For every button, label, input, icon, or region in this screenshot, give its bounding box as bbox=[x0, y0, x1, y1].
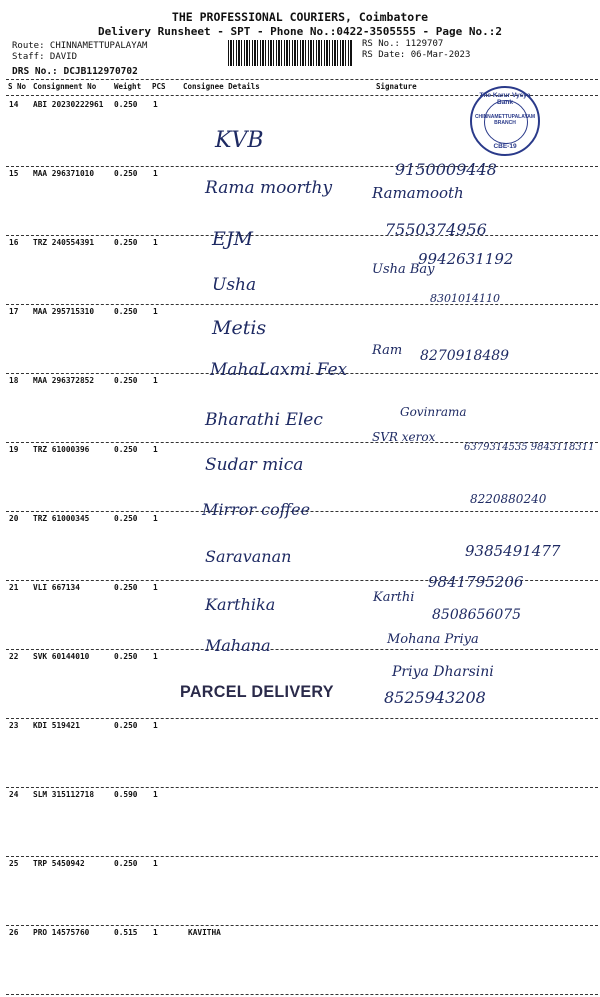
handwritten-signature: Priya Dharsini bbox=[392, 664, 494, 680]
row-divider bbox=[6, 787, 598, 788]
row-consignment-no: MAA 296371010 bbox=[33, 169, 95, 178]
handwritten-signature: Ramamooth bbox=[372, 184, 464, 202]
row-divider bbox=[6, 925, 598, 926]
handwritten-consignee-name: Usha bbox=[212, 275, 257, 295]
rs-date: RS Date: 06-Mar-2023 bbox=[362, 50, 471, 60]
handwritten-consignee-name: EJM bbox=[212, 228, 253, 250]
parcel-delivery-stamp: PARCEL DELIVERY bbox=[180, 682, 334, 701]
table-row bbox=[0, 790, 600, 859]
row-sno: 20 bbox=[9, 514, 19, 523]
row-sno: 25 bbox=[9, 859, 19, 868]
row-divider bbox=[6, 649, 598, 650]
row-weight: 0.250 bbox=[114, 721, 138, 730]
row-divider bbox=[6, 994, 598, 995]
row-consignment-no: KDI 519421 bbox=[33, 721, 80, 730]
row-consignment-no: MAA 295715310 bbox=[33, 307, 95, 316]
row-sno: 24 bbox=[9, 790, 19, 799]
row-sno: 16 bbox=[9, 238, 19, 247]
row-pcs: 1 bbox=[153, 790, 158, 799]
seal-branch: CHINNAMETTUPALAYAM BRANCH bbox=[474, 114, 536, 126]
row-divider bbox=[6, 304, 598, 305]
table-row bbox=[0, 928, 600, 997]
row-pcs: 1 bbox=[153, 307, 158, 316]
handwritten-phone-number: 8220880240 bbox=[470, 492, 547, 506]
row-sno: 23 bbox=[9, 721, 19, 730]
handwritten-phone-number: 7550374956 bbox=[385, 220, 487, 239]
seal-code: CBE-19 bbox=[493, 143, 517, 150]
table-row bbox=[0, 859, 600, 928]
handwritten-phone-number: 9150009448 bbox=[395, 160, 497, 179]
handwritten-consignee-name: Mirror coffee bbox=[202, 500, 311, 519]
row-pcs: 1 bbox=[153, 652, 158, 661]
row-sno: 19 bbox=[9, 445, 19, 454]
row-consignment-no: TRP 5450942 bbox=[33, 859, 85, 868]
staff-text: Staff: DAVID bbox=[12, 52, 78, 62]
row-pcs: 1 bbox=[153, 583, 158, 592]
header-right-info bbox=[362, 39, 470, 61]
header-left-info bbox=[12, 41, 147, 77]
handwritten-signature: Karthi bbox=[373, 590, 415, 605]
handwritten-consignee-name: Karthika bbox=[205, 595, 276, 614]
drs-number: DRS No.: DCJB112970702 bbox=[12, 66, 138, 77]
row-sno: 22 bbox=[9, 652, 19, 661]
route-text: Route: CHINNAMETTUPALAYAM bbox=[12, 41, 148, 51]
row-sno: 26 bbox=[9, 928, 19, 937]
row-weight: 0.250 bbox=[114, 514, 138, 523]
row-pcs: 1 bbox=[153, 376, 158, 385]
table-row bbox=[0, 238, 600, 307]
row-weight: 0.250 bbox=[114, 652, 138, 661]
row-sno: 14 bbox=[9, 100, 19, 109]
handwritten-phone-number: 6379314535 9843118311 bbox=[464, 442, 595, 453]
table-row bbox=[0, 721, 600, 790]
handwritten-signature: Ram bbox=[372, 343, 403, 358]
handwritten-consignee-name: KVB bbox=[215, 128, 264, 153]
row-weight: 0.250 bbox=[114, 307, 138, 316]
row-divider bbox=[6, 718, 598, 719]
document-subtitle: Delivery Runsheet - SPT - Phone No.:0422-3505555 - Page No.:2 bbox=[98, 25, 502, 38]
col-consignee: Consignee Details bbox=[183, 82, 260, 91]
row-weight: 0.250 bbox=[114, 859, 138, 868]
row-sno: 17 bbox=[9, 307, 19, 316]
handwritten-consignee-name: Metis bbox=[212, 317, 267, 339]
handwritten-signature: Govinrama bbox=[400, 405, 467, 419]
row-weight: 0.590 bbox=[114, 790, 138, 799]
row-divider bbox=[6, 166, 598, 167]
handwritten-signature: SVR xerox bbox=[372, 430, 436, 444]
barcode bbox=[228, 40, 352, 66]
row-sno: 21 bbox=[9, 583, 19, 592]
col-signature: Signature bbox=[376, 82, 417, 91]
row-consignment-no: TRZ 61000345 bbox=[33, 514, 90, 523]
row-consignment-no: PRO 14575760 bbox=[33, 928, 90, 937]
handwritten-consignee-name: Sudar mica bbox=[205, 455, 304, 475]
row-weight: 0.515 bbox=[114, 928, 138, 937]
row-pcs: 1 bbox=[153, 169, 158, 178]
row-weight: 0.250 bbox=[114, 583, 138, 592]
row-weight: 0.250 bbox=[114, 376, 138, 385]
handwritten-consignee-name: Rama moorthy bbox=[205, 178, 333, 198]
row-pcs: 1 bbox=[153, 514, 158, 523]
handwritten-signature: Mohana Priya bbox=[387, 632, 479, 647]
handwritten-consignee-name: Mahana bbox=[205, 636, 271, 655]
row-weight: 0.250 bbox=[114, 238, 138, 247]
row-consignment-no: TRZ 240554391 bbox=[33, 238, 95, 247]
row-weight: 0.250 bbox=[114, 169, 138, 178]
handwritten-phone-number: 9385491477 bbox=[465, 542, 561, 560]
row-consignment-no: VLI 667134 bbox=[33, 583, 80, 592]
row-weight: 0.250 bbox=[114, 100, 138, 109]
row-pcs: 1 bbox=[153, 100, 158, 109]
handwritten-phone-number: 8525943208 bbox=[384, 688, 486, 707]
row-sno: 15 bbox=[9, 169, 19, 178]
rs-number: RS No.: 1129707 bbox=[362, 39, 444, 49]
handwritten-consignee-name: Bharathi Elec bbox=[205, 410, 323, 430]
row-divider bbox=[6, 235, 598, 236]
handwritten-phone-number: 9841795206 bbox=[428, 573, 524, 591]
handwritten-signature: Usha Bay bbox=[372, 262, 435, 277]
row-pcs: 1 bbox=[153, 859, 158, 868]
row-pcs: 1 bbox=[153, 238, 158, 247]
handwritten-phone-number: 9942631192 bbox=[418, 250, 514, 268]
handwritten-consignee-name: Saravanan bbox=[205, 547, 292, 566]
row-pcs: 1 bbox=[153, 721, 158, 730]
handwritten-consignee-name: MahaLaxmi Fex bbox=[210, 360, 348, 380]
row-consignment-no: SLM 315112718 bbox=[33, 790, 95, 799]
bank-seal bbox=[470, 86, 540, 156]
col-consignment: Consignment No bbox=[33, 82, 97, 91]
row-consignment-no: SVK 60144010 bbox=[33, 652, 90, 661]
col-pcs: PCS bbox=[152, 82, 166, 91]
seal-bank-name: The Karur Vysya Bank bbox=[479, 92, 531, 106]
row-consignment-no: TRZ 61000396 bbox=[33, 445, 90, 454]
row-consignment-no: ABI 20230222961 bbox=[33, 100, 104, 109]
row-weight: 0.250 bbox=[114, 445, 138, 454]
row-consignee: KAVITHA bbox=[188, 928, 221, 937]
handwritten-phone-number: 8301014110 bbox=[430, 292, 500, 305]
document-title: THE PROFESSIONAL COURIERS, Coimbatore bbox=[171, 10, 429, 24]
row-consignment-no: MAA 296372852 bbox=[33, 376, 95, 385]
row-pcs: 1 bbox=[153, 445, 158, 454]
col-sno: S No bbox=[8, 82, 27, 91]
col-weight: Weight bbox=[114, 82, 142, 91]
row-sno: 18 bbox=[9, 376, 19, 385]
handwritten-phone-number: 8270918489 bbox=[420, 348, 510, 364]
row-pcs: 1 bbox=[153, 928, 158, 937]
row-divider bbox=[6, 856, 598, 857]
divider bbox=[6, 79, 598, 80]
handwritten-phone-number: 8508656075 bbox=[432, 607, 522, 623]
